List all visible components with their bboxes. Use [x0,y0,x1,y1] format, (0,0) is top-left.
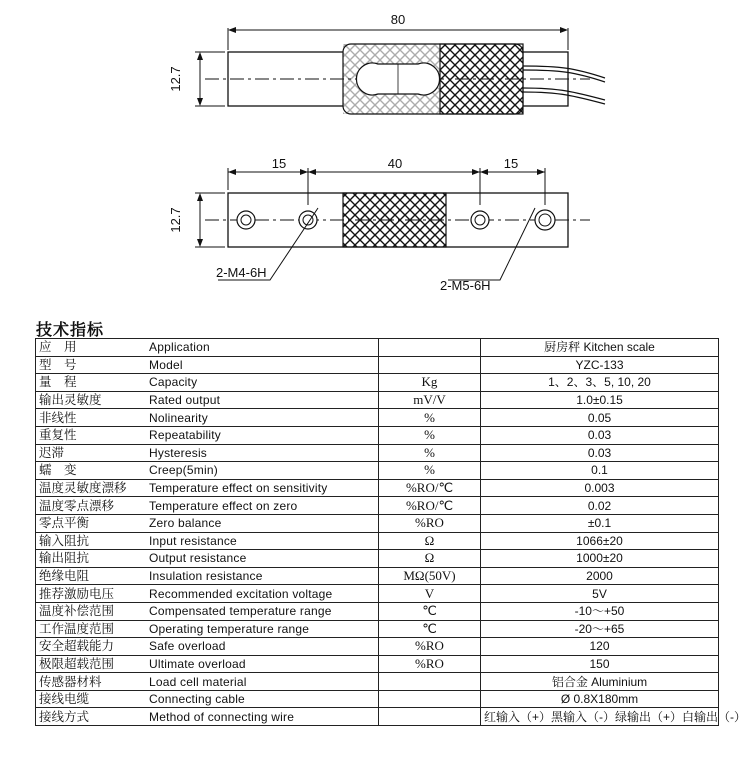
cell-value: 铝合金 Aluminium [481,673,719,691]
cell-value: 1.0±0.15 [481,391,719,409]
cell-cn: 零点平衡 [36,514,147,532]
table-row [36,374,719,392]
cell-value: Ø 0.8X180mm [481,690,719,708]
cell-unit: ℃ [379,602,481,620]
spec-table [35,338,747,726]
cell-cn: 温度零点漂移 [36,497,147,515]
cell-cn: 迟滞 [36,444,147,462]
top-view [168,12,605,114]
cell-value: 红输入（+）黑输入（-）绿输出（+）白输出（-） [481,708,719,726]
cell-cn: 温度灵敏度漂移 [36,479,147,497]
cell-unit: Kg [379,374,481,392]
table-row [36,426,719,444]
cell-unit: mV/V [379,391,481,409]
cell-unit [379,356,481,374]
cell-unit: MΩ(50V) [379,567,481,585]
cell-en: Operating temperature range [146,620,379,638]
cell-en: Hysteresis [146,444,379,462]
table-row [36,444,719,462]
cell-cn: 温度补偿范围 [36,602,147,620]
table-row [36,602,719,620]
table-row [36,532,719,550]
cell-cn: 推荐激励电压 [36,585,147,603]
cell-cn: 极限超载范围 [36,655,147,673]
cell-value: 0.05 [481,409,719,427]
cell-value: 0.003 [481,479,719,497]
bottom-height-label: 12.7 [168,207,183,233]
bottom-left-offset-label: 15 [271,156,287,171]
cell-value: 0.1 [481,462,719,480]
cell-value: YZC-133 [481,356,719,374]
thread-right-label: 2-M5-6H [440,278,491,293]
table-row [36,550,719,568]
cell-en: Capacity [146,374,379,392]
table-row [36,479,719,497]
table-row [36,673,719,691]
cell-cn: 输入阻抗 [36,532,147,550]
load-cell-drawing [0,0,750,300]
cell-cn: 传感器材料 [36,673,147,691]
cell-unit: ℃ [379,620,481,638]
cell-value: -10～+50 [481,602,719,620]
cell-value: 150 [481,655,719,673]
table-row [36,620,719,638]
cell-unit [379,339,481,357]
cell-en: Input resistance [146,532,379,550]
cell-en: Zero balance [146,514,379,532]
bottom-center-span-label: 40 [387,156,403,171]
cell-unit: Ω [379,532,481,550]
cell-en: Ultimate overload [146,655,379,673]
cell-en: Method of connecting wire [146,708,379,726]
cell-en: Safe overload [146,638,379,656]
cell-unit: V [379,585,481,603]
cell-en: Insulation resistance [146,567,379,585]
cell-unit: %RO [379,638,481,656]
cell-unit: % [379,409,481,427]
cell-value: 厨房秤 Kitchen scale [481,339,719,357]
cell-unit: %RO [379,514,481,532]
cell-en: Model [146,356,379,374]
cell-en: Repeatability [146,426,379,444]
cell-cn: 应 用 [36,339,147,357]
cell-value: 120 [481,638,719,656]
top-length-label: 80 [390,12,406,27]
cell-en: Application [146,339,379,357]
cell-en: Temperature effect on sensitivity [146,479,379,497]
cell-en: Output resistance [146,550,379,568]
cell-cn: 接线电缆 [36,690,147,708]
table-row [36,585,719,603]
cell-value: 0.03 [481,444,719,462]
cell-unit: Ω [379,550,481,568]
table-row [36,339,719,357]
cell-unit: %RO [379,655,481,673]
cell-cn: 工作温度范围 [36,620,147,638]
cell-cn: 蠕 变 [36,462,147,480]
table-row [36,497,719,515]
table-row [36,356,719,374]
cell-en: Load cell material [146,673,379,691]
cell-cn: 输出灵敏度 [36,391,147,409]
cell-unit: %RO/℃ [379,497,481,515]
table-row [36,462,719,480]
cell-value: 0.02 [481,497,719,515]
table-row [36,409,719,427]
cell-unit [379,708,481,726]
cell-en: Compensated temperature range [146,602,379,620]
cell-unit: % [379,426,481,444]
table-row [36,708,719,726]
bottom-right-offset-label: 15 [503,156,519,171]
cell-en: Recommended excitation voltage [146,585,379,603]
table-row [36,514,719,532]
cell-en: Connecting cable [146,690,379,708]
table-row [36,655,719,673]
cell-cn: 接线方式 [36,708,147,726]
cell-cn: 量 程 [36,374,147,392]
cell-value: 1000±20 [481,550,719,568]
cell-unit [379,673,481,691]
cell-cn: 重复性 [36,426,147,444]
cell-value: ±0.1 [481,514,719,532]
cell-value: 2000 [481,567,719,585]
table-row [36,567,719,585]
cell-cn: 安全超载能力 [36,638,147,656]
table-row [36,690,719,708]
cell-en: Creep(5min) [146,462,379,480]
cell-cn: 型 号 [36,356,147,374]
cell-value: 1、2、3、5, 10, 20 [481,374,719,392]
cell-unit: % [379,462,481,480]
thread-left-label: 2-M4-6H [216,265,267,280]
cell-value: 5V [481,585,719,603]
cell-cn: 非线性 [36,409,147,427]
cell-en: Rated output [146,391,379,409]
cell-cn: 绝缘电阻 [36,567,147,585]
cell-value: 1066±20 [481,532,719,550]
cell-en: Nolinearity [146,409,379,427]
cell-unit [379,690,481,708]
cell-cn: 输出阻抗 [36,550,147,568]
cell-unit: % [379,444,481,462]
table-title: 技术指标 [36,320,105,339]
cell-value: 0.03 [481,426,719,444]
cell-value: -20～+65 [481,620,719,638]
table-row [36,391,719,409]
cell-en: Temperature effect on zero [146,497,379,515]
cell-unit: %RO/℃ [379,479,481,497]
table-row [36,638,719,656]
bottom-view [168,156,590,293]
top-height-label: 12.7 [168,66,183,92]
